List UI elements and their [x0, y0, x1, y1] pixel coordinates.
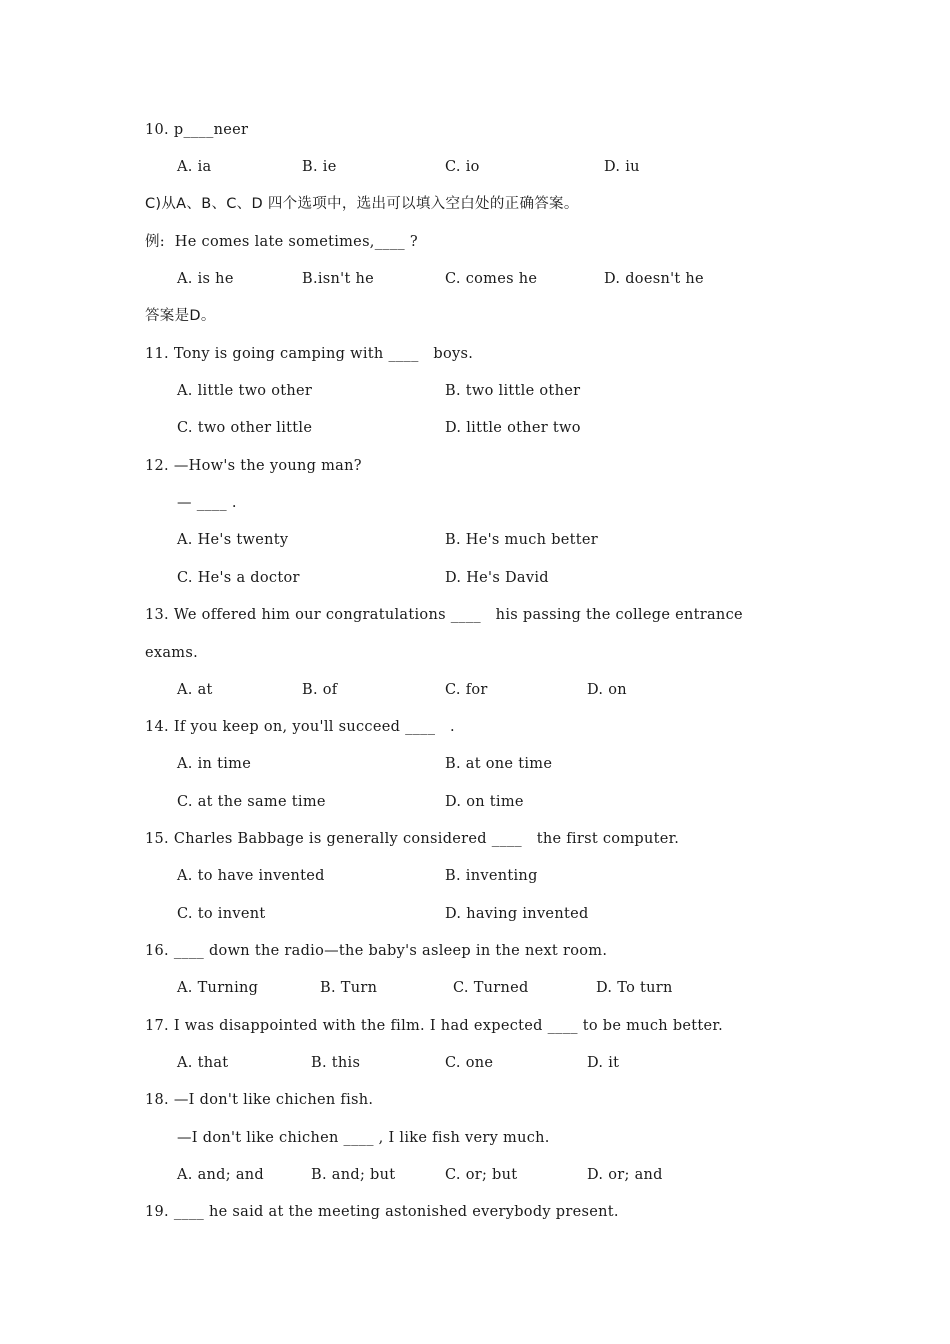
question-18-stem: 18. —I don't like chichen fish.: [145, 1092, 374, 1108]
question-11-option-d: D. little other two: [445, 420, 581, 436]
question-12-option-c: C. He's a doctor: [177, 570, 300, 586]
question-14-option-d: D. on time: [445, 794, 524, 810]
question-10-option-b: B. ie: [302, 159, 337, 175]
section-c-instruction: C)从A、B、C、D 四个选项中，选出可以填入空白处的正确答案。: [145, 196, 579, 212]
question-16-option-b: B. Turn: [320, 980, 378, 996]
example-option-b: B.isn't he: [302, 271, 375, 287]
question-18-option-a: A. and; and: [177, 1167, 265, 1183]
question-15-stem: 15. Charles Babbage is generally considered ____ the first computer.: [145, 831, 680, 847]
question-11-option-a: A. little two other: [177, 383, 313, 399]
question-15-option-d: D. having invented: [445, 906, 589, 922]
question-17-option-b: B. this: [311, 1055, 361, 1071]
example-stem: 例: He comes late sometimes,____ ?: [145, 234, 418, 250]
question-14-option-c: C. at the same time: [177, 794, 326, 810]
question-18-reply: —I don't like chichen ____ , I like fish very much.: [177, 1130, 550, 1146]
question-12-option-a: A. He's twenty: [177, 532, 289, 548]
example-option-a: A. is he: [177, 271, 234, 287]
question-16-stem: 16. ____ down the radio—the baby's asleep in the next room.: [145, 943, 608, 959]
question-10-option-a: A. ia: [177, 159, 212, 175]
question-13-option-c: C. for: [445, 682, 488, 698]
question-18-option-c: C. or; but: [445, 1167, 518, 1183]
question-18-option-b: B. and; but: [311, 1167, 396, 1183]
question-16-option-a: A. Turning: [177, 980, 259, 996]
question-13-option-d: D. on: [587, 682, 627, 698]
question-17-option-c: C. one: [445, 1055, 494, 1071]
question-12-stem: 12. —How's the young man?: [145, 458, 362, 474]
question-17-stem: 17. I was disappointed with the film. I had expected ____ to be much better.: [145, 1018, 723, 1034]
question-12-reply: — ____ .: [177, 495, 237, 511]
example-option-d: D. doesn't he: [604, 271, 704, 287]
question-11-option-c: C. two other little: [177, 420, 313, 436]
question-12-option-d: D. He's David: [445, 570, 549, 586]
question-19-stem: 19. ____ he said at the meeting astonished everybody present.: [145, 1204, 619, 1220]
question-15-option-a: A. to have invented: [177, 868, 325, 884]
question-16-option-c: C. Turned: [453, 980, 529, 996]
question-17-option-a: A. that: [177, 1055, 229, 1071]
question-13-stem-continued: exams.: [145, 645, 199, 661]
question-10-option-c: C. io: [445, 159, 480, 175]
question-17-option-d: D. it: [587, 1055, 620, 1071]
question-14-option-b: B. at one time: [445, 756, 553, 772]
question-10-option-d: D. iu: [604, 159, 640, 175]
question-12-option-b: B. He's much better: [445, 532, 599, 548]
question-14-stem: 14. If you keep on, you'll succeed ____ .: [145, 719, 455, 735]
question-15-option-c: C. to invent: [177, 906, 266, 922]
question-13-option-a: A. at: [177, 682, 213, 698]
question-13-stem: 13. We offered him our congratulations ____ his passing the college entrance: [145, 607, 743, 623]
question-15-option-b: B. inventing: [445, 868, 538, 884]
example-answer: 答案是D。: [145, 308, 216, 324]
question-16-option-d: D. To turn: [596, 980, 673, 996]
question-14-option-a: A. in time: [177, 756, 252, 772]
example-option-c: C. comes he: [445, 271, 538, 287]
question-11-stem: 11. Tony is going camping with ____ boys.: [145, 346, 474, 362]
question-11-option-b: B. two little other: [445, 383, 581, 399]
question-13-option-b: B. of: [302, 682, 338, 698]
question-10-stem: 10. p____neer: [145, 122, 249, 138]
question-18-option-d: D. or; and: [587, 1167, 663, 1183]
